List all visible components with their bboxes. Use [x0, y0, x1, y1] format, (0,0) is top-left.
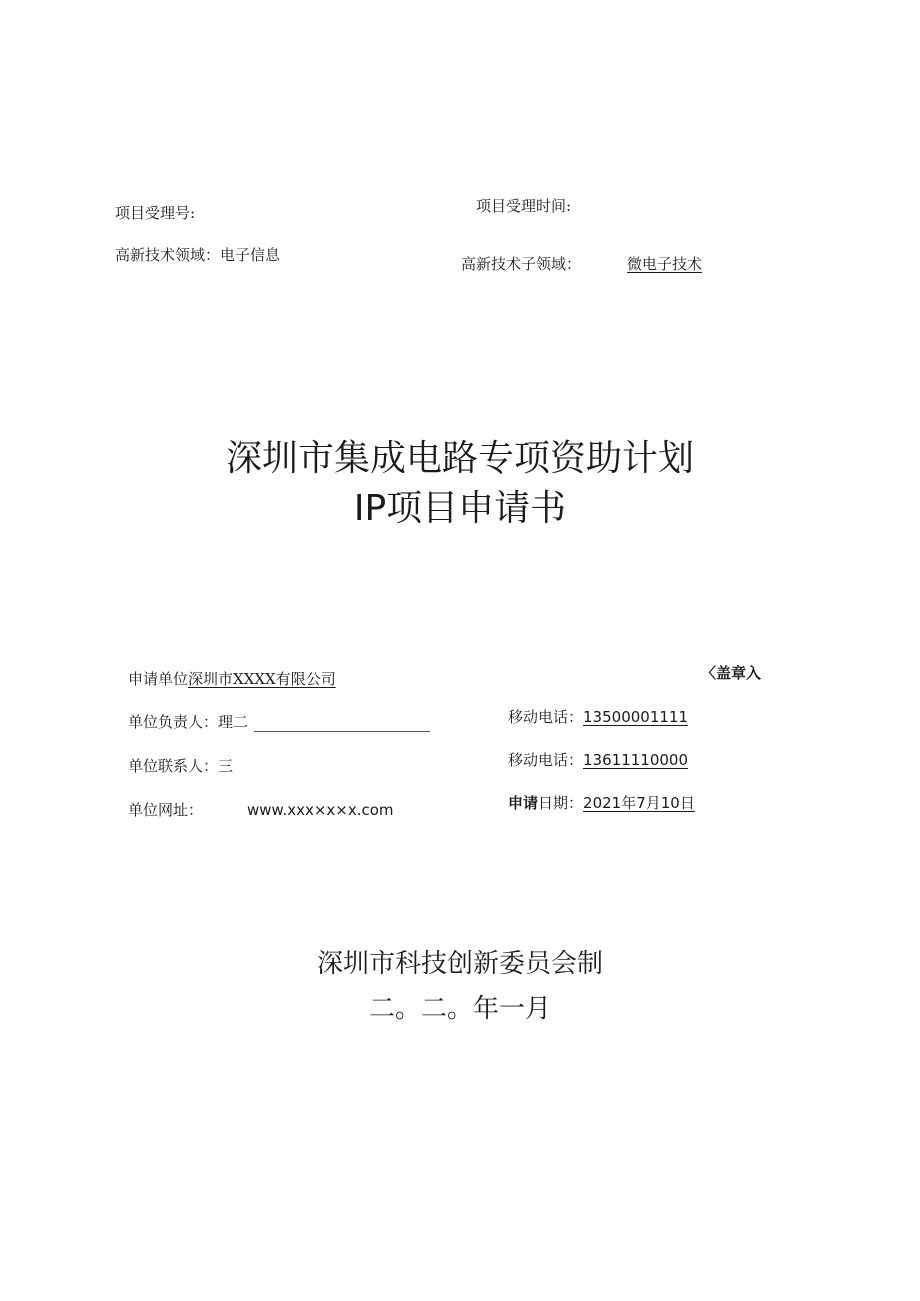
unit-contact — [128, 755, 233, 776]
contact-phone-value: 13611110000 — [583, 751, 688, 769]
unit-website-label: 单位网址： — [128, 801, 204, 819]
unit-website-value: www.xxx×x×x.com — [247, 801, 394, 819]
contact-phone-label: 移动电话： — [508, 751, 584, 769]
contact-phone — [508, 749, 688, 770]
unit-website — [128, 799, 394, 820]
unit-leader-label: 单位负责人： — [128, 713, 219, 731]
accept-number-label: 项目受理号: — [115, 204, 196, 222]
tech-field — [115, 244, 280, 265]
application-date-value: 2021年7月10日 — [583, 794, 695, 812]
tech-subfield-label: 高新技术子领域： — [461, 255, 582, 273]
applicant-unit — [128, 668, 336, 689]
application-date-label-bold: 申请 — [508, 794, 539, 812]
unit-contact-label: 单位联系人： — [128, 757, 219, 775]
leader-blank-line — [254, 715, 430, 732]
accept-time-label: 项目受理时间: — [476, 197, 572, 215]
tech-subfield — [461, 253, 702, 274]
tech-subfield-value: 微电子技术 — [627, 255, 703, 273]
leader-phone — [508, 706, 688, 727]
application-date — [508, 792, 695, 813]
issue-date: 二。二。年一月 — [368, 994, 551, 1024]
leader-phone-label: 移动电话： — [508, 708, 584, 726]
issuer: 深圳市科技创新委员会制 — [316, 949, 603, 979]
stamp-note: 〈盖章入 — [701, 664, 762, 682]
unit-leader-value: 理二 — [218, 713, 249, 731]
applicant-unit-label: 申请单位 — [128, 670, 189, 688]
tech-field-value: 电子信息 — [220, 246, 281, 264]
unit-contact-value: 三 — [218, 757, 234, 775]
leader-phone-value: 13500001111 — [583, 708, 688, 726]
unit-leader — [128, 711, 430, 732]
document-title: 深圳市集成电路专项资助计划 — [225, 438, 694, 479]
application-date-label: 日期： — [538, 794, 584, 812]
document-subtitle: IP项目申请书 — [353, 488, 567, 529]
applicant-unit-value: 深圳市XXXX有限公司 — [188, 670, 336, 688]
tech-field-label: 高新技术领域： — [115, 246, 221, 264]
